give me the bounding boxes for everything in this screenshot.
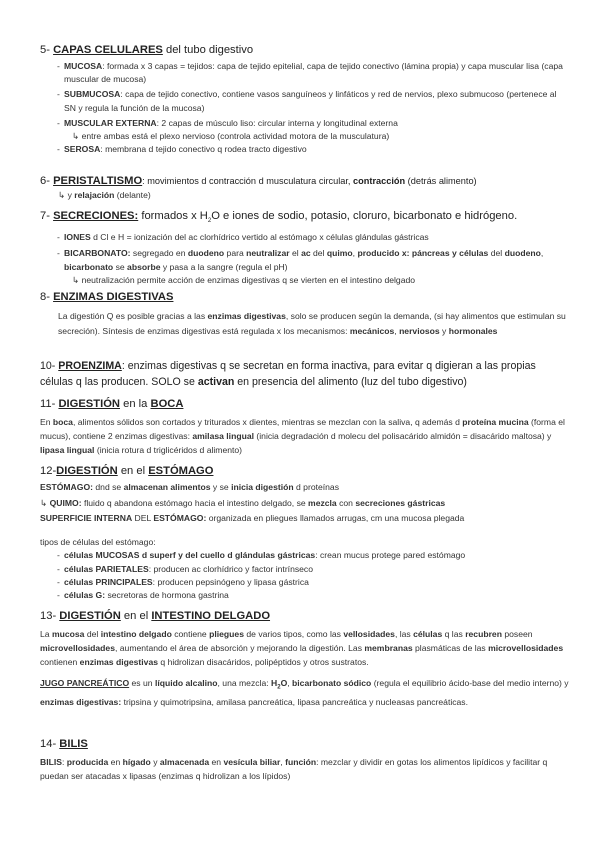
list-item-submucosa: - SUBMUCOSA: capa de tejido conectivo, contiene vasos sanguíneos y linfáticos y red de nervios, plexo submucoso (pertenece al SN y regula la función de la mucosa) xyxy=(40,88,570,114)
section-digestion-intestino xyxy=(40,609,570,709)
section-digestion-boca xyxy=(40,397,570,457)
section-digestion-estomago xyxy=(40,464,570,602)
section-heading: 14- BILIS xyxy=(40,738,88,750)
arrow-note: ↳ y relajación (delante) xyxy=(58,190,151,200)
section-paragraph: En boca, alimentos sólidos son cortados y triturados x dientes, mientras se mezclan con la saliva, q además d proteína mucina (forma el mucus), contiene 2 enzimas digestivas: amilasa lingual (inicia degradación d molecu del polisacárido almidón = disacárido maltosa) y lipasa lingual (inicia rotura d triglicéridos d alimento) xyxy=(40,417,565,455)
section-paragraph: La digestión Q es posible gracias a las enzimas digestivas, solo se producen según la demanda, (si hay alimentos que estimulan su secreción). Síntesis de enzimas digestivas está regulada x los mecanismos: mecánicos, nerviosos y hormonales xyxy=(58,311,566,336)
section-heading: 10- PROENZIMA: enzimas digestivas q se secretan en forma inactiva, para evitar q digieran a las propias células q las producen. SOLO se activan en presencia del alimento (luz del tubo digestivo) xyxy=(40,360,536,388)
arrow-note: ↳ entre ambas está el plexo nervioso (controla actividad motora de la musculatura) xyxy=(72,131,390,142)
section-heading: 11- DIGESTIÓN en la BOCA xyxy=(40,398,184,410)
list-item-iones: - IONES d Cl e H = ionización del ac clorhídrico vertido al estómago x células glándulas gástricas xyxy=(40,231,570,244)
section-peristaltismo xyxy=(40,174,570,203)
list-item-parietales: - células PARIETALES: producen ac clorhídrico y factor intrínseco xyxy=(40,563,570,576)
superficie-line: SUPERFICIE INTERNA DEL ESTÓMAGO: organizada en pliegues llamados arrugas, cm una mucosa plegada xyxy=(40,513,465,524)
section-heading: 5- CAPAS CELULARES del tubo digestivo xyxy=(40,44,254,56)
jugo-pancreatico-paragraph: JUGO PANCREÁTICO es un líquido alcalino, una mezcla: $H_2O$, bicarbonato sódico (regula el equilibrio ácido-base del medio interno) y enzimas digestivas: tripsina y quimotripsina, amilasa pancreática, lipasa pancreática y nucleasas pancreáticas. xyxy=(40,678,569,707)
section-bilis xyxy=(40,737,570,783)
list-item-celulas-g: - células G: secretoras de hormona gastrina xyxy=(40,589,570,602)
section-heading: 13- DIGESTIÓN en el INTESTINO DELGADO xyxy=(40,610,271,622)
arrow-note: ↳ neutralización permite acción de enzimas digestivas q se vierten en el intestino delgado xyxy=(72,274,416,285)
section-heading: 7- SECRECIONES: formados x $H_2O$ e iones de sodio, potasio, cloruro, bicarbonato e hidrógeno. xyxy=(40,210,518,225)
section-heading: 6- PERISTALTISMO: movimientos d contracción d musculatura circular, contracción (detrás alimento) xyxy=(40,175,477,187)
cell-types-intro: tipos de células del estómago: xyxy=(40,536,156,547)
section-paragraph: La mucosa del intestino delgado contiene pliegues de varios tipos, como las vellosidades, las células q las recubren poseen microvellosidades, aumentando el área de absorción y mejorando la digestión. Las membranas plasmáticas de las microvellosidades contienen enzimas digestivas q hidrolizan disacáridos, polipéptidos y otros sustratos. xyxy=(40,629,564,667)
list-item-mucosas: - células MUCOSAS d superf y del cuello d glándulas gástricas: crean mucus protege pared estómago xyxy=(40,549,570,562)
quimo-line: ↳ QUIMO: fluido q abandona estómago hacia el intestino delgado, se mezcla con secreciones gástricas xyxy=(40,497,446,508)
list-item-principales: - células PRINCIPALES: producen pepsinógeno y lipasa gástrica xyxy=(40,576,570,589)
section-heading: 12-DIGESTIÓN en el ESTÓMAGO xyxy=(40,465,214,477)
section-proenzima xyxy=(40,359,570,390)
list-item-serosa: - SEROSA: membrana d tejido conectivo q rodea tracto digestivo xyxy=(40,143,570,156)
section-secreciones xyxy=(40,209,570,287)
estomago-line: ESTÓMAGO: dnd se almacenan alimentos y se inicia digestión d proteínas xyxy=(40,482,340,492)
list-item-muscular-externa: - MUSCULAR EXTERNA: 2 capas de músculo liso: circular interna y longitudinal externa xyxy=(40,117,570,130)
section-heading: 8- ENZIMAS DIGESTIVAS xyxy=(40,291,174,303)
list-item-mucosa: - MUCOSA: formada x 3 capas = tejidos: capa de tejido epitelial, capa de tejido conectivo (lámina propia) y capa muscular lisa (capa muscular de mucosa) xyxy=(40,60,570,86)
section-capas-celulares xyxy=(40,43,570,156)
list-item-bicarbonato: - BICARBONATO: segregado en duodeno para neutralizar el ac del quimo, producido x: páncreas y células del duodeno, bicarbonato se absorbe y pasa a la sangre (regula el pH) xyxy=(40,247,570,273)
section-paragraph: BILIS: producida en hígado y almacenada en vesícula biliar, función: mezclar y dividir en gotas los alimentos lipídicos y facilitar q puedan ser atacadas x lipasas (enzimas q hidrolizan a los lípidos) xyxy=(40,757,548,781)
section-enzimas-digestivas xyxy=(40,290,570,338)
